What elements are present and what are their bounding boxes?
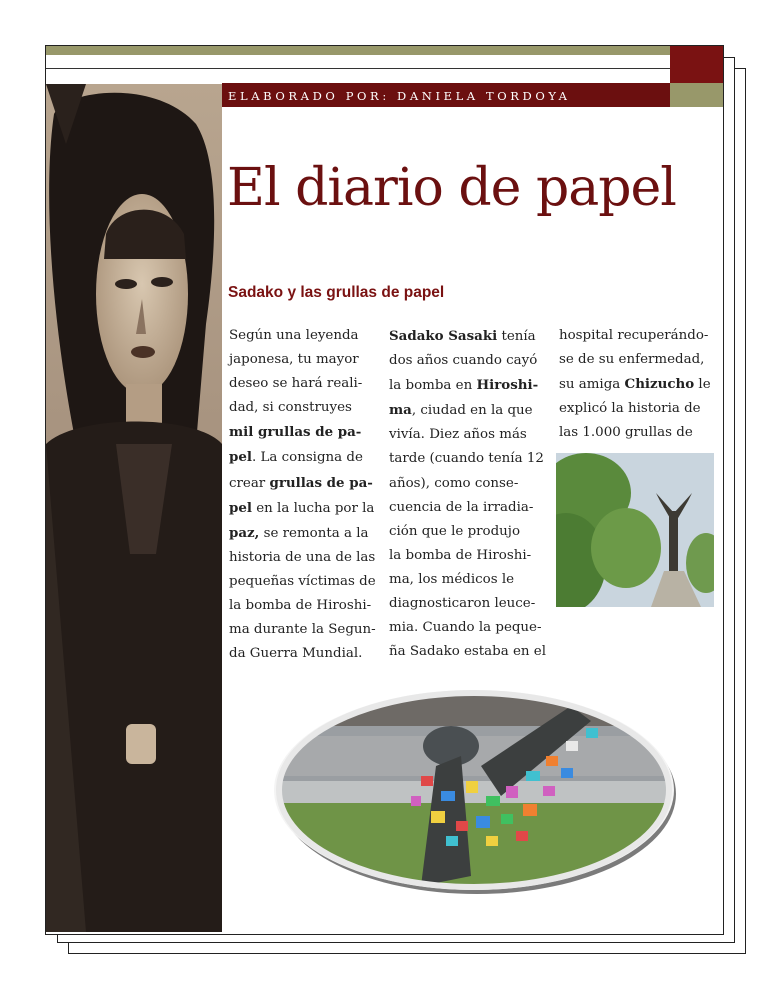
cranes-memorial-photo	[271, 686, 677, 894]
text-run: hospital recuperándo-	[559, 328, 709, 343]
bold-text: grullas de pa-	[269, 474, 373, 491]
text-run: Según una leyenda	[229, 328, 359, 343]
header-olive-strip	[46, 46, 670, 55]
text-run: la bomba en	[389, 378, 477, 394]
text-line	[389, 592, 549, 616]
text-line	[229, 570, 379, 594]
text-line	[389, 324, 549, 349]
peace-statue-photo	[556, 453, 714, 607]
text-line	[229, 372, 379, 396]
text-line	[389, 496, 549, 520]
text-line	[389, 398, 549, 423]
text-run: japonesa, tu mayor	[229, 352, 359, 368]
portrait-photo	[46, 84, 222, 932]
bold-text: Chizucho	[624, 376, 695, 393]
text-run: mia. Cuando la peque-	[389, 620, 542, 636]
bold-text: mil grullas de pa-	[229, 424, 362, 441]
page	[45, 45, 724, 935]
text-line	[389, 447, 549, 471]
text-column-3	[559, 324, 719, 445]
bold-text: paz,	[229, 524, 260, 541]
text-line	[389, 373, 549, 398]
text-run: ma durante la Segun-	[229, 622, 376, 638]
bold-text: ma	[389, 402, 412, 419]
text-run: da Guerra Mundial.	[229, 646, 363, 662]
text-line	[229, 521, 379, 546]
text-run: se de su enfermedad,	[559, 352, 705, 368]
header-maroon-block	[670, 46, 723, 83]
text-line	[229, 642, 379, 666]
bold-text: pel	[229, 499, 252, 516]
header-olive-block	[670, 83, 723, 107]
text-run: historia de una de las	[229, 549, 376, 565]
text-line	[389, 640, 549, 664]
text-run: ña Sadako estaba en el	[389, 644, 546, 660]
text-run: crear	[229, 475, 270, 491]
header-bar	[46, 46, 723, 84]
bold-text: Hiroshi-	[476, 377, 539, 394]
text-run: , ciudad en la que	[411, 403, 533, 419]
text-line	[229, 546, 379, 570]
text-line	[559, 372, 719, 397]
text-run: le	[694, 377, 711, 393]
text-run: dad, si construyes	[229, 400, 352, 416]
text-run: años), como conse-	[389, 475, 519, 491]
text-line	[229, 496, 379, 521]
text-line	[229, 471, 379, 496]
text-line	[559, 348, 719, 372]
text-run: dos años cuando cayó	[389, 353, 538, 369]
text-line	[389, 616, 549, 640]
text-run: pequeñas víctimas de	[229, 573, 376, 589]
text-line	[389, 349, 549, 373]
byline: ELABORADO POR: DANIELA TORDOYA	[228, 89, 571, 103]
text-run: las 1.000 grullas de	[559, 425, 693, 441]
text-run: deseo se hará reali-	[229, 376, 363, 392]
article-subtitle: Sadako y las grullas de papel	[228, 284, 445, 301]
text-line	[389, 544, 549, 568]
text-line	[229, 618, 379, 642]
text-line	[229, 396, 379, 420]
text-run: . La consigna de	[251, 450, 363, 466]
text-line	[229, 348, 379, 372]
text-run: ción que le produjo	[389, 523, 521, 539]
text-run: su amiga	[559, 377, 625, 393]
text-line	[229, 445, 379, 470]
text-run: tarde (cuando tenía 12	[389, 451, 544, 467]
text-run: la bomba de Hiroshi-	[389, 547, 532, 563]
text-run: explicó la historia de	[559, 401, 701, 417]
text-run: cuencia de la irradia-	[389, 499, 534, 515]
text-line	[389, 472, 549, 496]
bold-text: pel	[229, 449, 252, 466]
text-line	[559, 397, 719, 421]
text-run: vivía. Diez años más	[389, 427, 527, 443]
text-line	[559, 421, 719, 445]
text-run: ma, los médicos le	[389, 571, 515, 587]
bold-text: Sadako Sasaki	[389, 328, 498, 344]
text-line	[389, 423, 549, 447]
text-run: diagnosticaron leuce-	[389, 596, 536, 612]
text-line	[229, 594, 379, 618]
text-line	[229, 420, 379, 445]
text-run: se remonta a la	[259, 525, 369, 541]
text-line	[389, 568, 549, 592]
text-column-1	[229, 324, 379, 666]
text-column-2	[389, 324, 549, 664]
text-run: tenía	[497, 329, 536, 344]
text-run: en la lucha por la	[251, 500, 375, 516]
text-run: la bomba de Hiroshi-	[229, 598, 372, 614]
text-line	[389, 520, 549, 544]
text-line	[559, 324, 719, 348]
article-title: El diario de papel	[227, 158, 676, 218]
text-line	[229, 324, 379, 348]
header-rule	[46, 68, 670, 69]
